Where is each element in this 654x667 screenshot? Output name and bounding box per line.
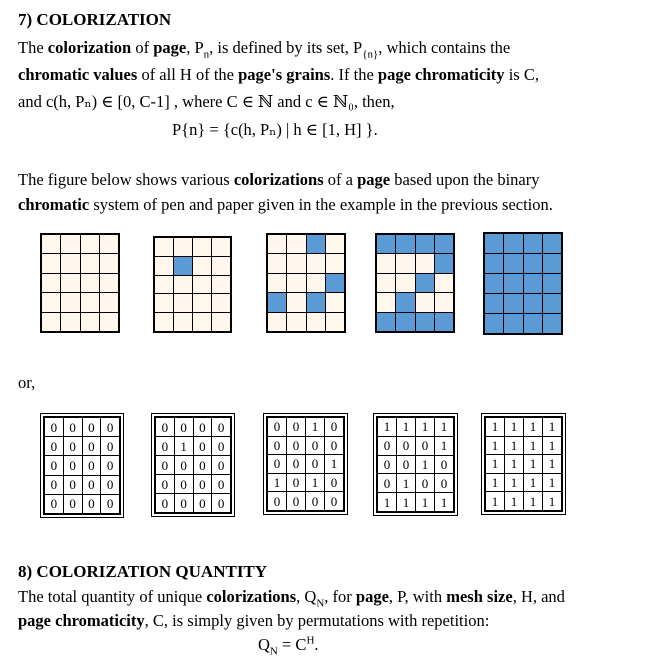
- grain-value: 0: [83, 495, 101, 513]
- grain-value: 0: [306, 437, 324, 455]
- grain-cell: [81, 274, 99, 292]
- grain-cell: [81, 313, 99, 331]
- grain-value: 0: [325, 474, 343, 492]
- grain-value: 0: [101, 456, 119, 474]
- grain-value: 0: [378, 456, 396, 474]
- grain-value: 0: [175, 494, 193, 512]
- grain-value: 0: [83, 418, 101, 436]
- grain-value: 1: [486, 455, 504, 473]
- grain-value: 0: [268, 492, 286, 510]
- grain-cell: [42, 235, 60, 253]
- grain-cell: [174, 313, 192, 331]
- grain-value: 0: [194, 437, 212, 455]
- grain-value: 0: [64, 476, 82, 494]
- grain-cell: [155, 294, 173, 312]
- colorization-grid-1: [40, 233, 120, 333]
- colorization-grid-2: [153, 236, 232, 333]
- grain-cell: [155, 276, 173, 294]
- section-8-line-1: The total quantity of unique colorizations, $Q_N$, for page, P, with mesh size, H, and: [18, 587, 565, 610]
- grain-cell: [61, 274, 79, 292]
- grain-cell: [287, 274, 305, 292]
- grain-value: 1: [397, 418, 415, 436]
- grain-value: 0: [306, 455, 324, 473]
- or-label: or,: [18, 373, 36, 392]
- section-7-line-2: chromatic values of all H of the page's grains. If the page chromaticity is C,: [18, 65, 539, 84]
- section-7-line-1: The colorization of page, $P_n$, is defined by its set, $P_{\{n\}}$, which contains the: [18, 38, 511, 61]
- grain-cell: [504, 234, 522, 253]
- numeric-grid-1: [43, 416, 121, 515]
- grain-cell: [377, 313, 395, 331]
- grain-cell: [307, 293, 325, 311]
- grain-value: 1: [486, 418, 504, 436]
- grain-cell: [326, 293, 344, 311]
- grain-cell: [524, 254, 542, 273]
- grain-value: 0: [287, 492, 305, 510]
- grain-cell: [193, 257, 211, 275]
- grain-value: 0: [435, 474, 453, 492]
- grain-value: 0: [212, 456, 230, 474]
- grain-value: 0: [83, 437, 101, 455]
- grain-cell: [524, 234, 542, 253]
- grain-cell: [504, 294, 522, 313]
- grain-cell: [155, 257, 173, 275]
- grain-value: 0: [45, 418, 63, 436]
- grain-cell: [307, 235, 325, 253]
- grain-cell: [543, 234, 561, 253]
- grain-cell: [81, 235, 99, 253]
- grain-cell: [416, 235, 434, 253]
- grain-cell: [326, 274, 344, 292]
- grain-cell: [42, 293, 60, 311]
- grain-cell: [100, 235, 118, 253]
- grain-cell: [268, 254, 286, 272]
- grain-cell: [174, 238, 192, 256]
- grain-value: 0: [435, 456, 453, 474]
- grain-value: 1: [416, 456, 434, 474]
- grain-cell: [396, 235, 414, 253]
- grain-cell: [155, 313, 173, 331]
- grain-cell: [287, 254, 305, 272]
- grain-cell: [377, 293, 395, 311]
- grain-value: 1: [416, 493, 434, 511]
- grain-value: 0: [212, 418, 230, 436]
- grain-value: 1: [325, 455, 343, 473]
- grain-value: 0: [156, 494, 174, 512]
- grain-value: 1: [524, 474, 542, 492]
- grain-cell: [268, 274, 286, 292]
- section-8-line-2: page chromaticity, C, is simply given by permutations with repetition:: [18, 611, 490, 630]
- grain-value: 1: [505, 492, 523, 510]
- grain-cell: [61, 235, 79, 253]
- grain-cell: [326, 313, 344, 331]
- grain-value: 1: [378, 418, 396, 436]
- grain-cell: [268, 293, 286, 311]
- grain-value: 0: [83, 456, 101, 474]
- colorization-grid-5: [483, 232, 563, 335]
- grain-value: 0: [212, 494, 230, 512]
- grain-value: 0: [64, 437, 82, 455]
- grain-cell: [416, 274, 434, 292]
- grain-cell: [435, 313, 453, 331]
- grain-cell: [307, 313, 325, 331]
- grain-cell: [543, 274, 561, 293]
- grain-cell: [42, 313, 60, 331]
- grain-value: 0: [101, 495, 119, 513]
- grain-cell: [212, 276, 230, 294]
- grain-value: 0: [45, 456, 63, 474]
- grain-cell: [416, 254, 434, 272]
- grain-cell: [307, 274, 325, 292]
- grain-cell: [485, 234, 503, 253]
- grain-value: 0: [64, 495, 82, 513]
- grain-cell: [193, 238, 211, 256]
- section-7-line-3: and c(h, Pₙ) ∈ [0, C-1] , where C ∈ ℕ and c ∈ ℕ₀, then,: [18, 92, 395, 111]
- grain-cell: [396, 254, 414, 272]
- grain-cell: [100, 313, 118, 331]
- grain-cell: [212, 238, 230, 256]
- grain-cell: [193, 276, 211, 294]
- grain-value: 0: [175, 475, 193, 493]
- grain-value: 1: [306, 418, 324, 436]
- section-8-heading: 8) COLORIZATION QUANTITY: [18, 562, 268, 581]
- grain-value: 1: [524, 418, 542, 436]
- grain-cell: [100, 293, 118, 311]
- grain-value: 0: [416, 437, 434, 455]
- numeric-grid-3: [266, 416, 345, 512]
- grain-cell: [81, 254, 99, 272]
- grain-cell: [543, 254, 561, 273]
- grain-value: 0: [64, 456, 82, 474]
- grain-value: 0: [45, 476, 63, 494]
- grain-value: 1: [543, 492, 561, 510]
- colorization-grid-3: [266, 233, 346, 333]
- grain-value: 0: [287, 437, 305, 455]
- grain-cell: [377, 254, 395, 272]
- numeric-grid-2: [154, 416, 232, 514]
- grain-value: 0: [175, 418, 193, 436]
- grain-cell: [524, 294, 542, 313]
- grain-value: 0: [194, 494, 212, 512]
- grain-value: 1: [505, 474, 523, 492]
- grain-value: 0: [287, 455, 305, 473]
- grain-cell: [326, 235, 344, 253]
- grain-cell: [396, 274, 414, 292]
- grain-cell: [42, 274, 60, 292]
- grain-cell: [61, 293, 79, 311]
- grain-cell: [174, 257, 192, 275]
- grain-cell: [485, 314, 503, 333]
- grain-cell: [435, 254, 453, 272]
- grain-value: 1: [397, 474, 415, 492]
- grain-cell: [504, 254, 522, 273]
- grain-cell: [377, 235, 395, 253]
- grain-cell: [307, 254, 325, 272]
- grain-value: 0: [101, 418, 119, 436]
- grain-cell: [268, 313, 286, 331]
- grain-value: 1: [486, 474, 504, 492]
- grain-cell: [174, 294, 192, 312]
- numeric-grid-4: [376, 416, 455, 513]
- colorization-set-formula: P{n} = {c(h, Pₙ) | h ∈ [1, H] }.: [172, 120, 378, 139]
- grain-value: 1: [435, 493, 453, 511]
- grain-cell: [193, 313, 211, 331]
- grain-cell: [485, 294, 503, 313]
- grain-cell: [543, 294, 561, 313]
- grain-value: 0: [287, 418, 305, 436]
- grain-cell: [543, 314, 561, 333]
- grain-cell: [435, 293, 453, 311]
- grain-value: 1: [524, 437, 542, 455]
- grain-value: 0: [268, 437, 286, 455]
- quantity-formula: $Q_N = C^H$.: [258, 634, 319, 658]
- grain-cell: [61, 313, 79, 331]
- grain-value: 0: [416, 474, 434, 492]
- grain-cell: [287, 313, 305, 331]
- grain-value: 0: [194, 418, 212, 436]
- grain-value: 1: [268, 474, 286, 492]
- grain-value: 1: [543, 418, 561, 436]
- grain-cell: [416, 313, 434, 331]
- grain-cell: [287, 293, 305, 311]
- grain-value: 0: [45, 437, 63, 455]
- grain-value: 0: [287, 474, 305, 492]
- grain-value: 1: [543, 437, 561, 455]
- grain-value: 1: [486, 492, 504, 510]
- grain-value: 1: [416, 418, 434, 436]
- grain-value: 0: [156, 437, 174, 455]
- grain-value: 0: [268, 418, 286, 436]
- grain-cell: [155, 238, 173, 256]
- grain-value: 1: [435, 437, 453, 455]
- grain-cell: [504, 314, 522, 333]
- grain-value: 1: [505, 418, 523, 436]
- grain-value: 0: [325, 492, 343, 510]
- grain-value: 0: [156, 456, 174, 474]
- grain-value: 0: [101, 437, 119, 455]
- grain-value: 0: [156, 475, 174, 493]
- grain-value: 0: [268, 455, 286, 473]
- grain-cell: [396, 293, 414, 311]
- grain-value: 0: [194, 456, 212, 474]
- grain-value: 1: [378, 493, 396, 511]
- grain-cell: [100, 254, 118, 272]
- grain-value: 0: [175, 456, 193, 474]
- grain-cell: [416, 293, 434, 311]
- grain-value: 0: [45, 495, 63, 513]
- grain-value: 1: [505, 455, 523, 473]
- grain-cell: [435, 274, 453, 292]
- grain-value: 0: [101, 476, 119, 494]
- grain-cell: [435, 235, 453, 253]
- grain-cell: [485, 254, 503, 273]
- grain-value: 0: [212, 475, 230, 493]
- section-7-paragraph-2-line-1: The figure below shows various colorizations of a page based upon the binary: [18, 170, 540, 189]
- numeric-grid-5: [484, 416, 563, 512]
- grain-cell: [42, 254, 60, 272]
- grain-cell: [504, 274, 522, 293]
- grain-value: 1: [543, 474, 561, 492]
- grain-cell: [100, 274, 118, 292]
- grain-value: 0: [64, 418, 82, 436]
- grain-value: 0: [194, 475, 212, 493]
- grain-cell: [193, 294, 211, 312]
- grain-value: 1: [524, 492, 542, 510]
- grain-value: 1: [486, 437, 504, 455]
- grain-value: 1: [543, 455, 561, 473]
- grain-value: 0: [397, 437, 415, 455]
- grain-value: 0: [325, 437, 343, 455]
- grain-cell: [326, 254, 344, 272]
- grain-cell: [212, 313, 230, 331]
- grain-value: 0: [325, 418, 343, 436]
- grain-value: 1: [524, 455, 542, 473]
- grain-cell: [396, 313, 414, 331]
- section-7-heading: 7) COLORIZATION: [18, 10, 172, 29]
- grain-cell: [174, 276, 192, 294]
- grain-cell: [524, 314, 542, 333]
- grain-value: 0: [156, 418, 174, 436]
- grain-cell: [212, 257, 230, 275]
- grain-cell: [61, 254, 79, 272]
- grain-value: 1: [505, 437, 523, 455]
- grain-cell: [485, 274, 503, 293]
- grain-value: 1: [435, 418, 453, 436]
- grain-cell: [524, 274, 542, 293]
- grain-cell: [377, 274, 395, 292]
- grain-cell: [287, 235, 305, 253]
- grain-value: 0: [397, 456, 415, 474]
- grain-value: 0: [212, 437, 230, 455]
- grain-value: 1: [306, 474, 324, 492]
- colorization-grid-4: [375, 233, 455, 333]
- grain-value: 0: [378, 437, 396, 455]
- grain-value: 1: [175, 437, 193, 455]
- grain-cell: [268, 235, 286, 253]
- section-7-paragraph-2-line-2: chromatic system of pen and paper given in the example in the previous section.: [18, 195, 553, 214]
- grain-cell: [81, 293, 99, 311]
- grain-cell: [212, 294, 230, 312]
- grain-value: 1: [397, 493, 415, 511]
- grain-value: 0: [306, 492, 324, 510]
- grain-value: 0: [83, 476, 101, 494]
- grain-value: 0: [378, 474, 396, 492]
